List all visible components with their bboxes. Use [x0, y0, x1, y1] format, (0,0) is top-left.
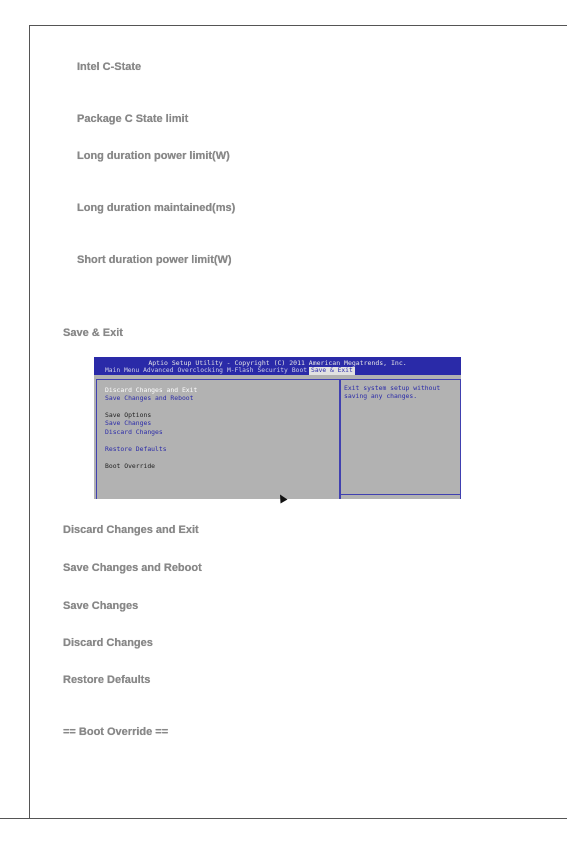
- bios-tab-security[interactable]: Security: [257, 367, 288, 374]
- bios-item-restore-defaults[interactable]: Restore Defaults: [105, 445, 167, 453]
- bios-heading-boot-override: Boot Override: [105, 462, 156, 470]
- bios-tab-m-flash[interactable]: M-Flash: [226, 367, 254, 374]
- term-long-duration-maintained: Long duration maintained(ms): [77, 202, 236, 214]
- term-long-duration-power-limit: Long duration power limit(W): [77, 150, 230, 162]
- term-save-changes-and-reboot: Save Changes and Reboot: [63, 562, 202, 574]
- bios-help-line-2: saving any changes.: [344, 392, 418, 400]
- bios-tab-main-menu[interactable]: Main Menu: [105, 367, 140, 374]
- page-frame-bottom: [0, 818, 567, 819]
- page-frame-top: [29, 25, 567, 26]
- term-discard-changes-and-exit: Discard Changes and Exit: [63, 524, 199, 536]
- page-frame-left: [29, 25, 30, 818]
- term-package-c-state-limit: Package C State limit: [77, 113, 189, 125]
- bios-heading-save-options: Save Options: [105, 411, 152, 419]
- section-title: Save & Exit: [63, 327, 123, 339]
- bios-tab-advanced[interactable]: Advanced: [143, 367, 174, 374]
- bios-item-save-reboot[interactable]: Save Changes and Reboot: [105, 394, 194, 402]
- bios-tab-overclocking[interactable]: Overclocking: [177, 367, 223, 374]
- bios-help-panel: [340, 379, 461, 499]
- bios-help-divider: [341, 494, 460, 495]
- bios-screenshot: [94, 357, 461, 499]
- bios-item-save-changes[interactable]: Save Changes: [105, 419, 152, 427]
- bios-title: Aptio Setup Utility - Copyright (C) 2011 American Megatrends, Inc.: [148, 359, 407, 367]
- bios-item-discard-exit[interactable]: Discard Changes and Exit: [105, 386, 198, 394]
- bios-menu-panel: [96, 379, 340, 499]
- term-intel-c-state: Intel C-State: [77, 61, 142, 73]
- term-discard-changes: Discard Changes: [63, 637, 153, 649]
- term-boot-override: == Boot Override ==: [63, 726, 169, 738]
- bios-tab-boot[interactable]: Boot: [291, 367, 308, 374]
- bios-item-discard-changes[interactable]: Discard Changes: [105, 428, 163, 436]
- term-save-changes: Save Changes: [63, 600, 139, 612]
- bios-help-line-1: Exit system setup without: [344, 384, 441, 392]
- term-short-duration-power-limit: Short duration power limit(W): [77, 254, 232, 266]
- bios-tab-bar: [103, 367, 355, 375]
- term-restore-defaults: Restore Defaults: [63, 674, 151, 686]
- bios-tab-save-exit[interactable]: Save & Exit: [311, 367, 353, 374]
